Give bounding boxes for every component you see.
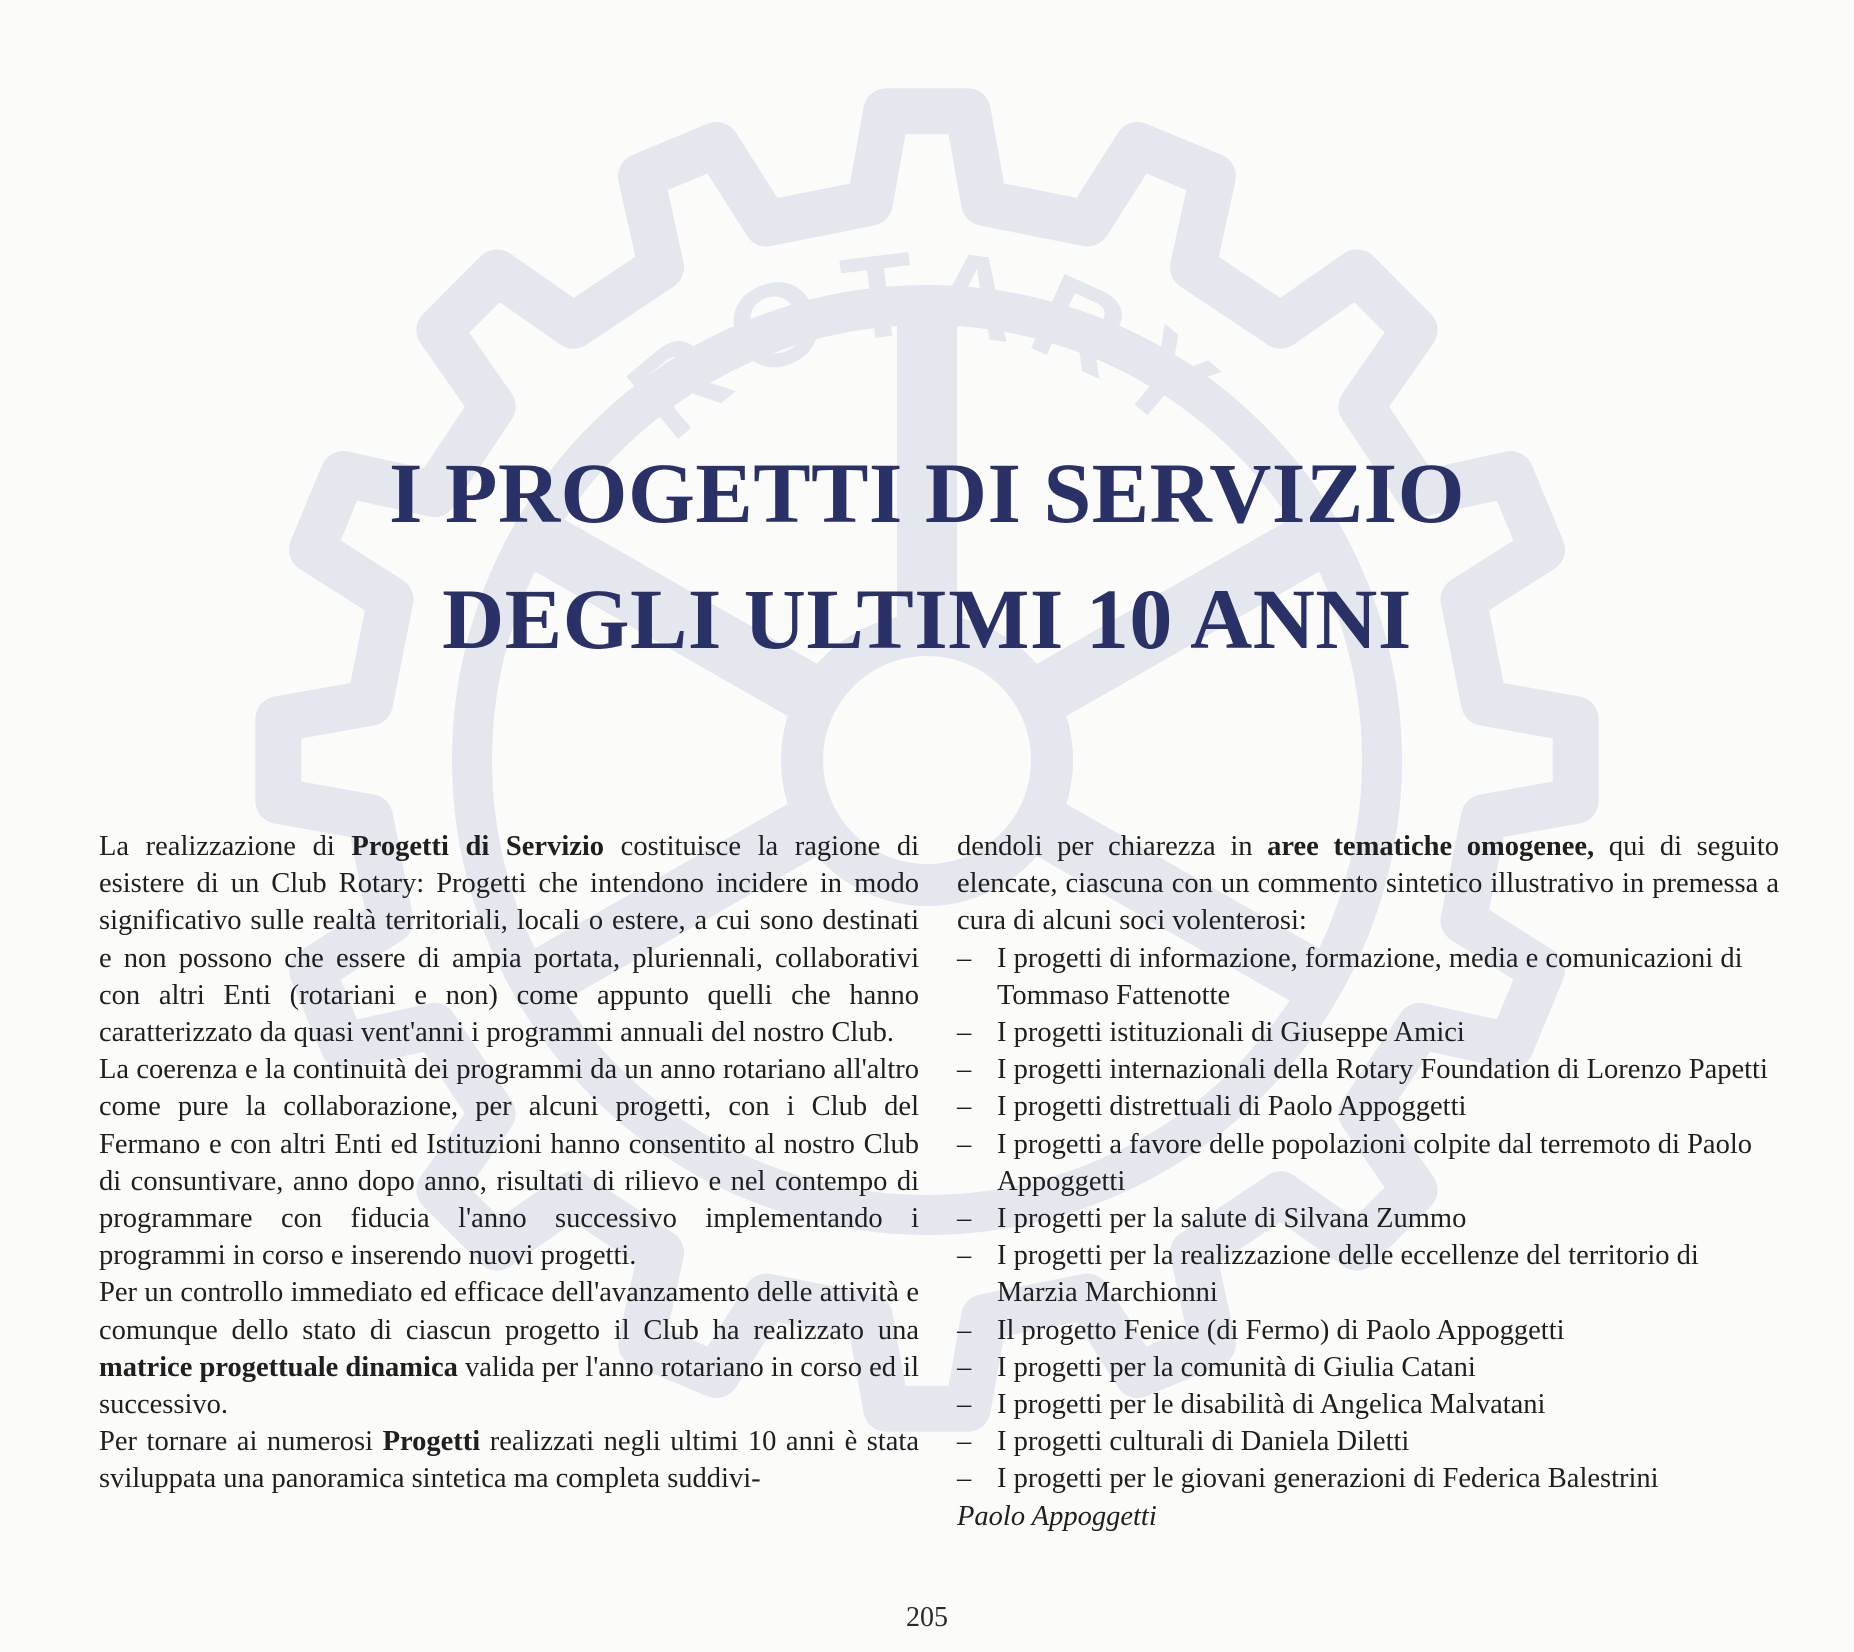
topic-list-item (957, 1386, 1779, 1423)
list-dash: – (957, 942, 972, 974)
topic-text: I progetti per la comunità di Giulia Catani (997, 1351, 1476, 1383)
list-dash: – (957, 1314, 972, 1346)
topic-text: I progetti per le disabilità di Angelica Malvatani (997, 1389, 1546, 1421)
left-column (99, 828, 919, 1498)
text-span: Per un controllo immediato ed efficace dell'avanzamento delle attività e comunque dello stato di ciascun progetto il Club ha realizzato una (99, 1277, 919, 1346)
topic-list-item (957, 1349, 1779, 1386)
topic-text: Il progetto Fenice (di Fermo) di Paolo Appoggetti (997, 1314, 1565, 1346)
list-dash: – (957, 1128, 972, 1160)
topic-list-item (957, 1200, 1779, 1237)
topic-list-item (957, 1312, 1779, 1349)
text-span: dendoli per chiarezza in (957, 831, 1268, 862)
text-span: valida per l'anno rotariano in corso ed il successivo. (99, 1351, 920, 1421)
topic-list-item (957, 1014, 1779, 1051)
page-number: 205 (906, 1602, 948, 1633)
list-dash: – (957, 1203, 972, 1235)
text-span: costituisce la ragione di esistere di un Club Rotary: Progetti che intendono incidere in modo significativo sulle realtà territoriali, locali o estere, a cui sono destinati e non possono che essere di ampia portata, pluriennali, collaborativi con altri Enti (rotariani e non) come appunto quelli che hanno caratterizzato da quasi vent'anni i programmi annuali del nostro Club. (99, 831, 919, 1049)
text-span: realizzati negli ultimi 10 anni è stata sviluppata una panoramica sintetica ma completa suddivi- (99, 1426, 919, 1495)
topic-list-item (957, 1088, 1779, 1125)
bold-term: Progetti (382, 1426, 481, 1458)
topic-text: I progetti distrettuali di Paolo Appoggetti (997, 1091, 1467, 1123)
paragraph-matrix (99, 1274, 919, 1423)
list-dash: – (957, 1463, 972, 1495)
topic-list-item (957, 1237, 1779, 1311)
topic-text: I progetti istituzionali di Giuseppe Amici (997, 1017, 1465, 1049)
page-title (0, 430, 1854, 682)
text-span: La realizzazione di (99, 831, 352, 862)
list-dash: – (957, 1426, 972, 1458)
list-dash: – (957, 1240, 972, 1272)
topic-list-item (957, 940, 1779, 1014)
paragraph-continuity: La coerenza e la continuità dei programmi da un anno rotariano all'altro come pure la collaborazione, per alcuni progetti, con i Club del Fermano e con altri Enti ed Istituzioni hanno consentito al nostro Club di consuntivare, anno dopo anno, risultati di rilievo e nel contempo di programmare con fiducia l'anno successivo implementando i programmi in corso e inserendo nuovi progetti. (99, 1054, 919, 1272)
watermark-text: ROTARY (604, 225, 1251, 465)
right-column (957, 828, 1779, 1535)
list-dash: – (957, 1017, 972, 1049)
text-span: Per tornare ai numerosi (99, 1426, 383, 1458)
list-dash: – (957, 1389, 972, 1421)
list-dash: – (957, 1351, 972, 1383)
topic-text: I progetti culturali di Daniela Diletti (997, 1426, 1410, 1458)
topic-list (957, 940, 1779, 1498)
paragraph-areas (957, 828, 1779, 940)
title-line-1: I PROGETTI DI SERVIZIO (388, 445, 1466, 541)
topic-text: I progetti a favore delle popolazioni colpite dal terremoto di Paolo Appoggetti (997, 1128, 1752, 1197)
topic-list-item (957, 1051, 1779, 1088)
bold-term: Progetti di Servizio (351, 831, 605, 862)
topic-list-item (957, 1423, 1779, 1460)
paragraph-intro (99, 828, 919, 1051)
paragraph-overview (99, 1423, 919, 1497)
bold-term: aree tematiche omogenee, (1267, 831, 1595, 862)
topic-text: I progetti per le giovani generazioni di Federica Balestrini (997, 1463, 1659, 1495)
topic-list-item (957, 1126, 1779, 1200)
topic-list-item (957, 1460, 1779, 1497)
bold-term: matrice progettuale dinamica (99, 1351, 458, 1383)
topic-text: I progetti internazionali della Rotary Foundation di Lorenzo Papetti (997, 1054, 1768, 1086)
topic-text: I progetti per la salute di Silvana Zummo (997, 1203, 1467, 1235)
topic-text: I progetti di informazione, formazione, media e comunicazioni di Tommaso Fattenotte (997, 942, 1743, 1011)
list-dash: – (957, 1054, 972, 1086)
author-signature: Paolo Appoggetti (957, 1500, 1157, 1532)
title-line-2: DEGLI ULTIMI 10 ANNI (442, 571, 1412, 667)
text-span: qui di seguito elencate, ciascuna con un commento sintetico illustrativo in premessa a cura di alcuni soci volenterosi: (957, 831, 1779, 937)
topic-text: I progetti per la realizzazione delle eccellenze del territorio di Marzia Marchionni (997, 1240, 1699, 1309)
list-dash: – (957, 1091, 972, 1123)
